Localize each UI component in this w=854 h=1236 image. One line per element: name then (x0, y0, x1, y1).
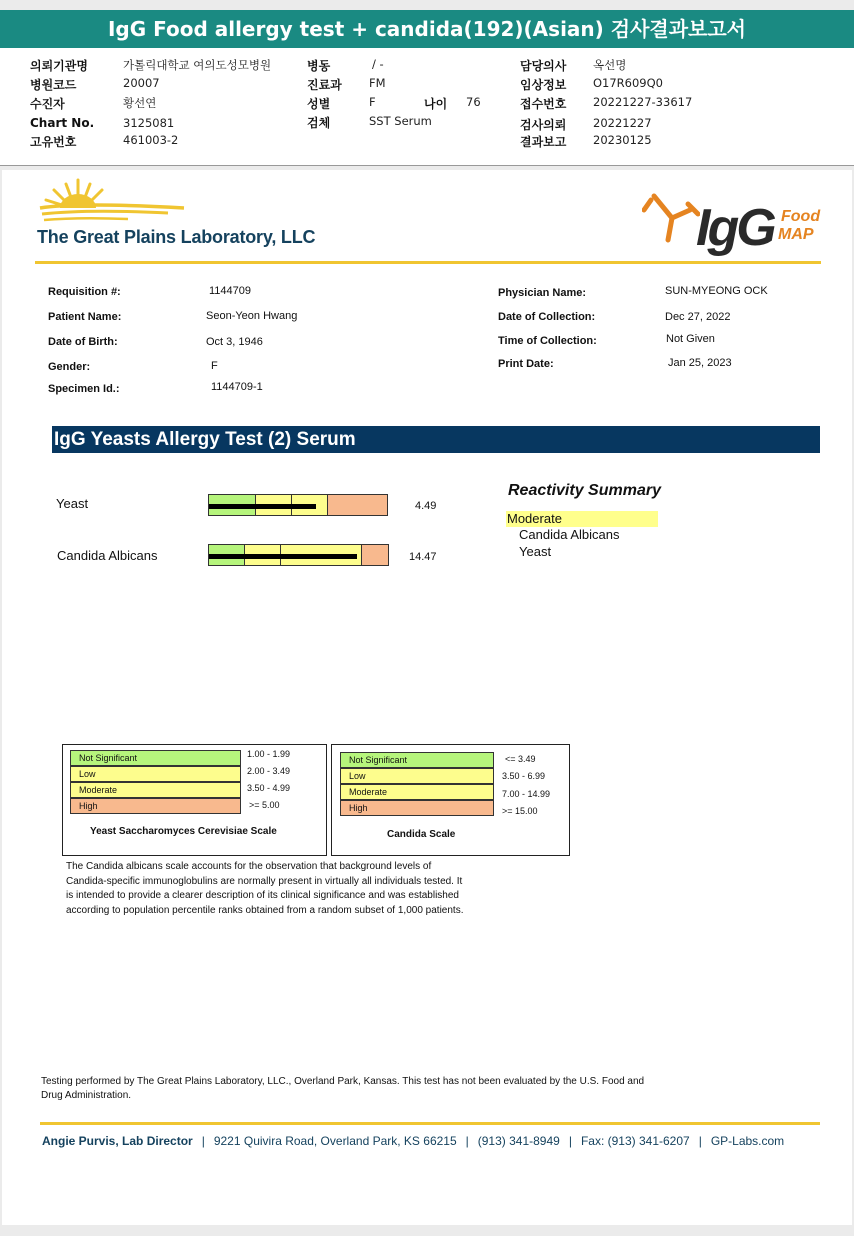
header-value: SST Serum (369, 114, 432, 128)
header-label: 병원코드 (30, 78, 77, 92)
patient-value: 1144709 (209, 285, 252, 297)
patient-value: Seon-Yeon Hwang (206, 310, 298, 322)
reactivity-summary-title: Reactivity Summary (508, 482, 661, 499)
footer-divider (40, 1122, 820, 1125)
lab-fax: Fax: (913) 341-6207 (580, 1134, 690, 1148)
scale-row-moderate: Moderate (340, 784, 494, 800)
patient-label: Patient Name: (48, 311, 122, 323)
footer-contact: Angie Purvis, Lab Director | 9221 Quivira Road, Overland Park, KS 66215 | (913) 341-8949 | Fax: (913) 341-6207 | GP-Labs.com (42, 1134, 785, 1148)
disclaimer-line: Testing performed by The Great Plains Laboratory, LLC., Overland Park, Kansas. This test has not been evaluated by the U.S. Food and (41, 1076, 645, 1087)
scale-range: 3.50 - 4.99 (247, 783, 291, 793)
patient-value: SUN-MYEONG OCK (665, 285, 768, 297)
scale-caption: Candida Scale (387, 829, 456, 840)
candida-note-line: according to population percentile ranks obtained from a random subset of 1,000 patients. (66, 904, 464, 916)
result-name: Candida Albicans (57, 548, 158, 563)
patient-label: Specimen Id.: (48, 383, 120, 395)
header-label: 진료과 (307, 78, 342, 92)
igg-logo-text: IgG (696, 199, 774, 257)
reactivity-item: Yeast (519, 544, 552, 559)
header-value: 3125081 (123, 116, 175, 130)
header-label: 의뢰기관명 (30, 59, 88, 73)
bar-level-indicator (209, 504, 316, 509)
header-value: 20007 (123, 76, 160, 90)
result-name: Yeast (56, 496, 89, 511)
scale-range: >= 5.00 (249, 800, 280, 810)
patient-value: F (211, 360, 218, 372)
result-value: 4.49 (415, 500, 437, 512)
lab-phone: (913) 341-8949 (477, 1134, 560, 1148)
sunrise-logo-icon (38, 178, 188, 226)
header-value: 가톨릭대학교 여의도성모병원 (123, 58, 272, 72)
lab-director: Angie Purvis, Lab Director (42, 1134, 193, 1148)
scale-range: 2.00 - 3.49 (247, 766, 291, 776)
scale-row-moderate: Moderate (70, 782, 241, 798)
header-label: Chart No. (30, 116, 95, 130)
header-label: 병동 (307, 59, 331, 73)
bar-level-indicator (209, 554, 357, 559)
disclaimer-line: Drug Administration. (41, 1090, 132, 1101)
scale-range: 3.50 - 6.99 (502, 771, 546, 781)
header-label: 결과보고 (520, 135, 567, 149)
header-value: 황선연 (123, 96, 157, 110)
bar-segment-high (362, 545, 388, 565)
lab-report-page (2, 170, 852, 1225)
header-value: F (369, 95, 376, 109)
patient-label: Requisition #: (48, 286, 121, 298)
bar-segment-high (328, 495, 387, 515)
header-label: 접수번호 (520, 97, 567, 111)
candida-scale-box (331, 744, 570, 856)
lab-name: The Great Plains Laboratory, LLC (37, 227, 316, 247)
patient-value: Jan 25, 2023 (668, 357, 732, 369)
scale-row-low: Low (340, 768, 494, 784)
section-title: IgG Yeasts Allergy Test (2) Serum (52, 426, 820, 453)
result-bar (208, 494, 388, 516)
patient-label: Time of Collection: (498, 335, 597, 347)
patient-value: Not Given (666, 333, 715, 345)
report-title: IgG Food allergy test + candida(192)(Asian) 검사결과보고서 (0, 10, 854, 48)
scale-range: <= 3.49 (505, 754, 536, 764)
lab-website[interactable]: GP-Labs.com (710, 1134, 785, 1148)
header-label: 임상정보 (520, 78, 567, 92)
patient-label: Print Date: (498, 358, 554, 370)
lab-address: 9221 Quivira Road, Overland Park, KS 66215 (213, 1134, 457, 1148)
result-value: 14.47 (409, 551, 437, 563)
patient-label: Physician Name: (498, 287, 587, 299)
reactivity-item: Candida Albicans (519, 527, 620, 542)
candida-note-line: The Candida albicans scale accounts for the observation that background levels of (66, 861, 432, 872)
logo-food-text: Food (781, 208, 821, 225)
header-divider (35, 261, 821, 264)
scale-row-high: High (340, 800, 494, 816)
header-value: 20221227-33617 (593, 95, 693, 109)
candida-note-line: Candida-specific immunoglobulins are normally present in virtually all individuals tested. It (66, 875, 463, 887)
report-header-info (0, 48, 854, 166)
candida-note-line: is intended to provide a clearer description of its clinical significance and was established (66, 890, 459, 901)
header-value: 옥선명 (593, 58, 627, 72)
header-value: / - (372, 57, 384, 71)
header-value: O17R609Q0 (593, 76, 663, 90)
patient-value: Oct 3, 1946 (206, 336, 263, 348)
patient-label: Date of Collection: (498, 311, 596, 323)
result-bar (208, 544, 389, 566)
patient-label: Date of Birth: (48, 336, 118, 348)
patient-value: Dec 27, 2022 (665, 311, 731, 323)
patient-value: 1144709-1 (211, 381, 263, 393)
header-label: 검사의뢰 (520, 118, 567, 132)
header-value: FM (369, 76, 386, 90)
scale-row-high: High (70, 798, 241, 814)
header-label: 수진자 (30, 97, 65, 111)
header-label: 고유번호 (30, 135, 77, 149)
header-label: 담당의사 (520, 59, 567, 73)
scale-range: >= 15.00 (502, 806, 538, 816)
scale-caption: Yeast Saccharomyces Cerevisiae Scale (90, 826, 277, 837)
scale-range: 1.00 - 1.99 (247, 749, 291, 759)
header-value: 20221227 (593, 116, 652, 130)
header-value: 20230125 (593, 133, 652, 147)
header-label: 검체 (307, 116, 331, 130)
scale-row-not-significant: Not Significant (340, 752, 494, 768)
scale-row-low: Low (70, 766, 241, 782)
antibody-logo-icon (642, 188, 700, 244)
age-value: 76 (466, 95, 481, 109)
logo-map-text: MAP (778, 226, 814, 243)
patient-label: Gender: (48, 361, 91, 373)
scale-range: 7.00 - 14.99 (502, 789, 551, 799)
scale-row-not-significant: Not Significant (70, 750, 241, 766)
header-label: 성별 (307, 97, 331, 111)
header-value: 461003-2 (123, 133, 179, 147)
age-label: 나이 (424, 97, 448, 111)
reactivity-level-moderate: Moderate (506, 511, 658, 527)
yeast-scale-box (62, 744, 327, 856)
